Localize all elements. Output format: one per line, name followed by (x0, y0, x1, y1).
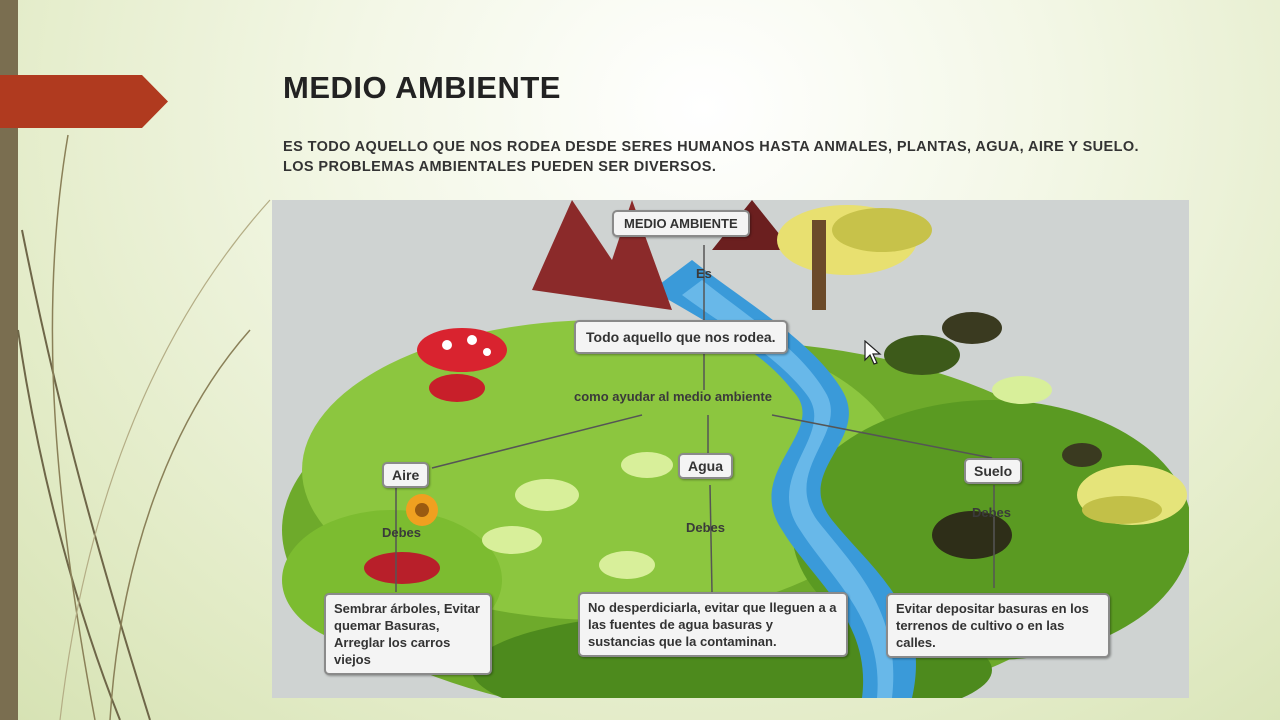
environment-mindmap-image (272, 200, 1189, 698)
action-agua: No desperdiciarla, evitar que lleguen a a las fuentes de agua basuras y sustancias que la contaminan. (578, 592, 848, 657)
es-connector-label: Es (696, 266, 712, 281)
branch-agua: Agua (678, 453, 733, 479)
action-aire: Sembrar árboles, Evitar quemar Basuras, Arreglar los carros viejos (324, 593, 492, 675)
branch-suelo: Suelo (964, 458, 1022, 484)
definition-node: Todo aquello que nos rodea. (574, 320, 788, 354)
question-label: como ayudar al medio ambiente (574, 389, 772, 404)
debes-label-agua: Debes (686, 520, 726, 535)
slide-title: MEDIO AMBIENTE (283, 70, 561, 105)
action-suelo: Evitar depositar basuras en los terrenos de cultivo o en las calles. (886, 593, 1110, 658)
slide-subtitle: ES TODO AQUELLO QUE NOS RODEA DESDE SERES HUMANOS HASTA ANMALES, PLANTAS, AGUA, AIRE Y SUELO. LOS PROBLEMAS AMBIENTALES PUEDEN SER DIVERSOS. (283, 139, 1139, 175)
debes-label-suelo: Debes (972, 505, 1012, 520)
root-node: MEDIO AMBIENTE (612, 210, 750, 237)
branch-aire: Aire (382, 462, 429, 488)
mouse-cursor-icon (864, 340, 882, 366)
debes-label-aire: Debes (382, 525, 422, 540)
title-accent-tab (0, 75, 168, 128)
